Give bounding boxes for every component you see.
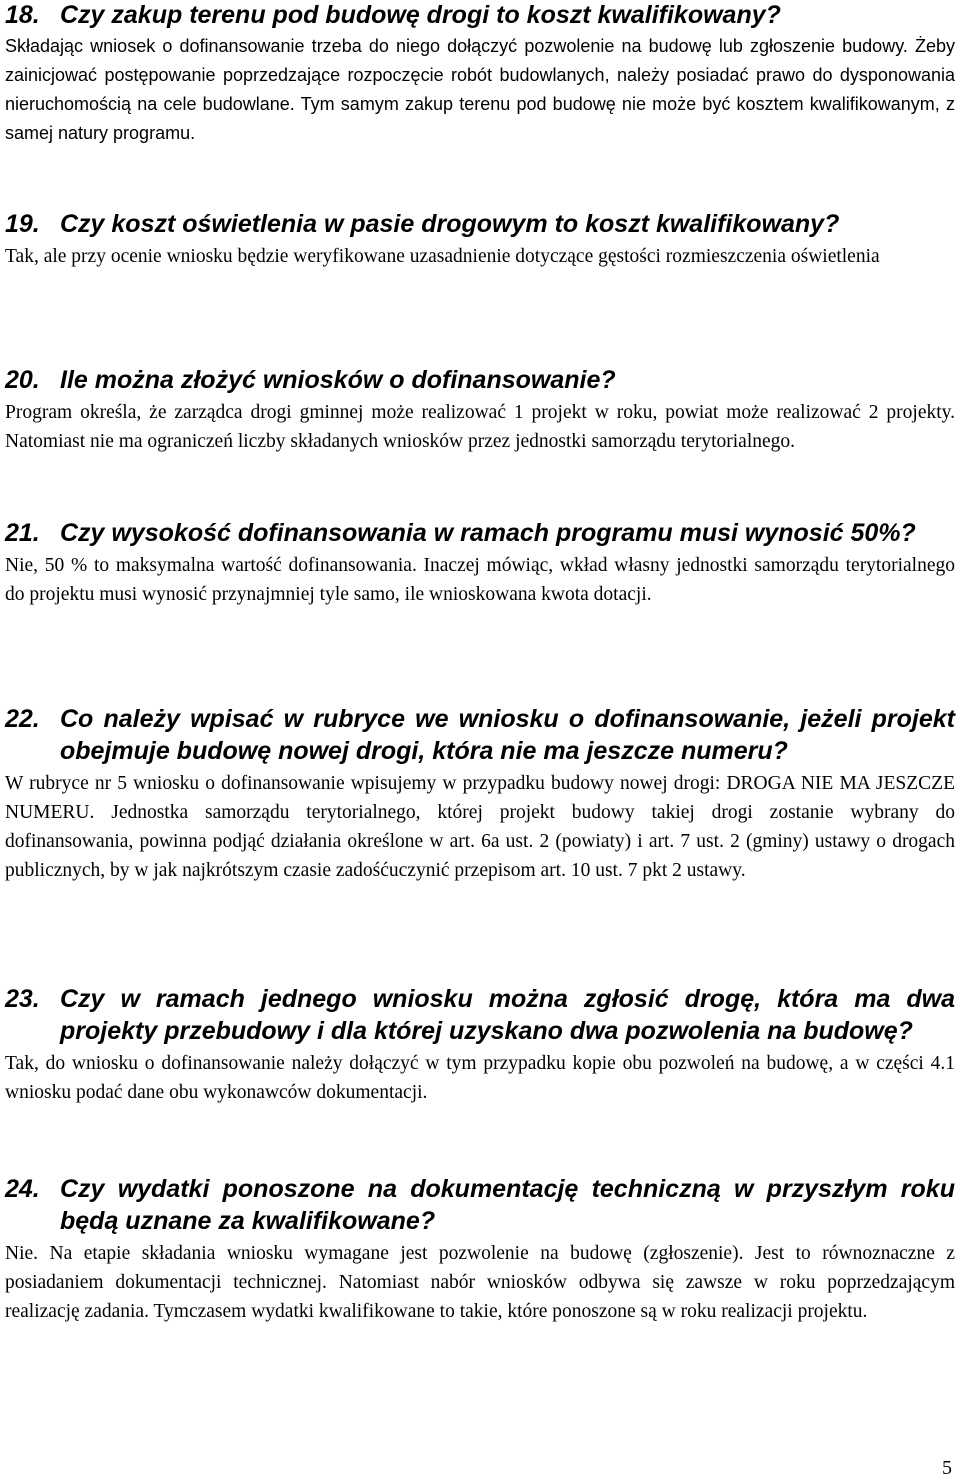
question-heading: [5, 1173, 955, 1237]
question-22: [5, 703, 955, 885]
question-19: [5, 208, 955, 271]
question-title: Czy zakup terenu pod budowę drogi to koszt kwalifikowany?: [60, 1, 781, 29]
question-heading: [5, 364, 955, 396]
question-21: [5, 517, 955, 609]
question-heading: [5, 208, 955, 240]
question-number: 20.: [5, 366, 40, 394]
question-20: [5, 364, 955, 456]
question-title: Czy wydatki ponoszone na dokumentację techniczną w przyszłym roku będą uznane za kwalifikowane?: [60, 1175, 955, 1235]
question-18: [5, 0, 955, 148]
answer-text: W rubryce nr 5 wniosku o dofinansowanie wpisujemy w przypadku budowy nowej drogi: DROGA NIE MA JESZCZE NUMERU. Jednostka samorządu terytorialnego, której projekt budowy takiej drogi zostanie wybrany do dofinansowania, powinna podjąć działania określone w art. 6a ust. 2 (powiaty) i art. 7 ust. 2 (gminy) ustawy o drogach publicznych, by w jak najkrótszym czasie zadośćuczynić przepisom art. 10 ust. 7 pkt 2 ustawy.: [5, 773, 955, 881]
answer-text: Nie, 50 % to maksymalna wartość dofinansowania. Inaczej mówiąc, wkład własny jednostki samorządu terytorialnego do projektu musi wynosić przynajmniej tyle samo, ile wnioskowana kwota dotacji.: [5, 555, 955, 605]
question-number: 24.: [5, 1175, 40, 1203]
question-number: 23.: [5, 985, 40, 1013]
answer-text: Tak, ale przy ocenie wniosku będzie weryfikowane uzasadnienie dotyczące gęstości rozmieszczenia oświetlenia: [5, 246, 880, 267]
question-title: Ile można złożyć wniosków o dofinansowanie?: [60, 366, 616, 394]
question-heading: [5, 0, 955, 30]
question-number: 18.: [5, 1, 40, 29]
question-number: 19.: [5, 210, 40, 238]
answer-text: Tak, do wniosku o dofinansowanie należy dołączyć w tym przypadku kopie obu pozwoleń na budowę, a w części 4.1 wniosku podać dane obu wykonawców dokumentacji.: [5, 1053, 955, 1103]
answer-text: Nie. Na etapie składania wniosku wymagane jest pozwolenie na budowę (zgłoszenie). Jest to równoznaczne z posiadaniem dokumentacji technicznej. Natomiast nabór wniosków odbywa się zawsze w roku poprzedzającym realizację zadania. Tymczasem wydatki kwalifikowane to takie, które ponoszone są w roku realizacji projektu.: [5, 1243, 955, 1322]
question-heading: [5, 517, 955, 549]
answer-text: Program określa, że zarządca drogi gminnej może realizować 1 projekt w roku, powiat może realizować 2 projekty. Natomiast nie ma ograniczeń liczby składanych wniosków przez jednostki samorządu terytorialnego.: [5, 402, 955, 452]
question-title: Czy koszt oświetlenia w pasie drogowym to koszt kwalifikowany?: [60, 210, 840, 238]
question-23: [5, 983, 955, 1107]
page-number: 5: [942, 1457, 952, 1479]
question-24: [5, 1173, 955, 1326]
question-title: Co należy wpisać w rubryce we wniosku o dofinansowanie, jeżeli projekt obejmuje budowę nowej drogi, która nie ma jeszcze numeru?: [60, 705, 955, 765]
answer-text: Składając wniosek o dofinansowanie trzeba do niego dołączyć pozwolenie na budowę lub zgłoszenie budowy. Żeby zainicjować postępowanie poprzedzające rozpoczęcie robót budowlanych, należy posiadać prawo do dysponowania nieruchomością na cele budowlane. Tym samym zakup terenu pod budowę nie może być kosztem kwalifikowanym, z samej natury programu.: [5, 36, 955, 143]
question-title: Czy w ramach jednego wniosku można zgłosić drogę, która ma dwa projekty przebudowy i dla której uzyskano dwa pozwolenia na budowę?: [60, 985, 955, 1045]
question-heading: [5, 983, 955, 1047]
question-heading: [5, 703, 955, 767]
question-number: 21.: [5, 519, 40, 547]
question-number: 22.: [5, 705, 40, 733]
question-title: Czy wysokość dofinansowania w ramach programu musi wynosić 50%?: [60, 519, 916, 547]
